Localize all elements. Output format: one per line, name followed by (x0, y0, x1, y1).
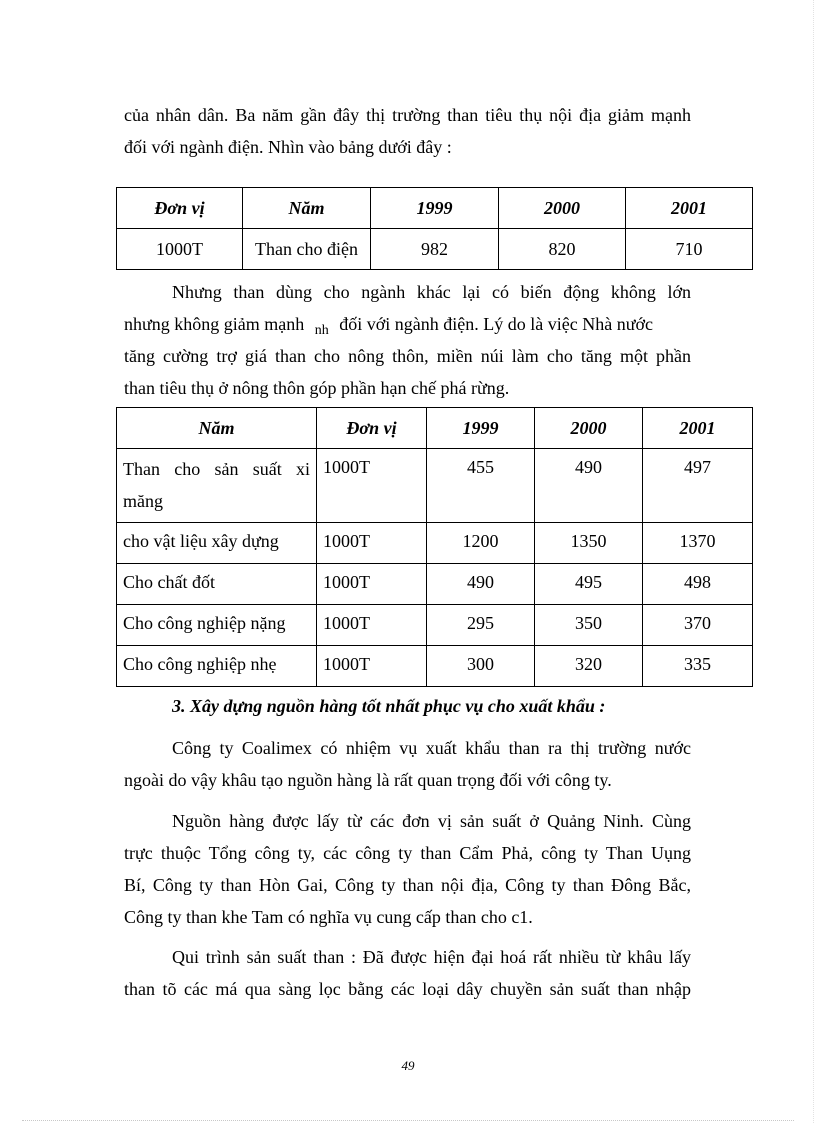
para2-subscript: nh (314, 323, 329, 338)
page-number: 49 (401, 1058, 415, 1073)
paragraph-5 (124, 941, 691, 1005)
other-coal-table (116, 407, 753, 687)
page-border-bottom (22, 1120, 794, 1121)
cell-category: Than cho điện (243, 229, 371, 270)
para2-line-3: tăng cường trợ giá than cho nông thôn, miền núi làm cho tăng một phần (124, 346, 691, 366)
cell-1999: 300 (427, 646, 535, 687)
table-header-row (117, 188, 753, 229)
para4-line-4: Công ty than khe Tam có nghĩa vụ cung cấp than cho c1. (124, 907, 533, 927)
cell-unit: 1000T (317, 523, 427, 564)
cell-2000: 1350 (535, 523, 643, 564)
cell-2001: 497 (643, 449, 753, 523)
intro-line-2: đối với ngành điện. Nhìn vào bảng dưới đây : (124, 137, 452, 157)
header-unit: Đơn vị (317, 408, 427, 449)
header-unit: Đơn vị (117, 188, 243, 229)
header-1999: 1999 (427, 408, 535, 449)
cell-1999: 295 (427, 605, 535, 646)
cell-2001: 335 (643, 646, 753, 687)
table-row (117, 229, 753, 270)
para4-line-3: Bí, Công ty than Hòn Gai, Công ty than nội địa, Công ty than Đông Bắc, (124, 875, 691, 895)
header-2000: 2000 (535, 408, 643, 449)
cell-1999: 982 (371, 229, 499, 270)
table-header-row (117, 408, 753, 449)
header-year: Năm (243, 188, 371, 229)
paragraph-2 (124, 276, 691, 404)
table-row (117, 449, 753, 523)
cell-category: cho vật liệu xây dựng (117, 523, 317, 564)
header-2001: 2001 (626, 188, 753, 229)
cell-category: Cho công nghiệp nhẹ (117, 646, 317, 687)
intro-line-1: của nhân dân. Ba năm gần đây thị trường than tiêu thụ nội địa giảm mạnh (124, 105, 691, 125)
para3-line-2: ngoài do vậy khâu tạo nguồn hàng là rất quan trọng đối với công ty. (124, 770, 612, 790)
cell-category: Cho công nghiệp nặng (117, 605, 317, 646)
header-2000: 2000 (499, 188, 626, 229)
para3-line-1: Công ty Coalimex có nhiệm vụ xuất khẩu than ra thị trường nước (172, 738, 691, 758)
para4-line-1: Nguồn hàng được lấy từ các đơn vị sản suất ở Quảng Ninh. Cùng (172, 811, 691, 831)
cell-category: Than cho sản suất xi măng (117, 449, 317, 523)
cell-1999: 490 (427, 564, 535, 605)
header-year: Năm (117, 408, 317, 449)
paragraph-4 (124, 805, 691, 933)
table-row (117, 564, 753, 605)
cell-2000: 350 (535, 605, 643, 646)
cell-unit: 1000T (317, 605, 427, 646)
cell-unit: 1000T (317, 564, 427, 605)
power-coal-table (116, 187, 753, 270)
paragraph-3 (124, 732, 691, 796)
cell-unit: 1000T (317, 646, 427, 687)
para4-line-2: trực thuộc Tổng công ty, các công ty than Cẩm Phả, công ty Than Uụng (124, 843, 691, 863)
cell-1999: 1200 (427, 523, 535, 564)
para5-line-2: than tõ các má qua sàng lọc bằng các loại dây chuyền sản suất than nhập (124, 979, 691, 999)
header-2001: 2001 (643, 408, 753, 449)
cell-unit: 1000T (117, 229, 243, 270)
table-row (117, 646, 753, 687)
cell-2000: 820 (499, 229, 626, 270)
table-row (117, 523, 753, 564)
para2-line-2b: đối với ngành điện. Lý do là việc Nhà nước (339, 314, 653, 334)
cell-2000: 495 (535, 564, 643, 605)
cell-1999: 455 (427, 449, 535, 523)
para5-line-1: Qui trình sản suất than : Đã được hiện đại hoá rất nhiều từ khâu lấy (172, 947, 691, 967)
para2-line-4: than tiêu thụ ở nông thôn góp phần hạn chế phá rừng. (124, 378, 510, 398)
section-3-heading: 3. Xây dựng nguồn hàng tốt nhất phục vụ cho xuất khẩu : (172, 696, 606, 716)
intro-paragraph (124, 99, 691, 163)
cell-category: Cho chất đốt (117, 564, 317, 605)
para2-line-2a: nhưng không giảm mạnh (124, 314, 305, 334)
para2-line-1: Nhưng than dùng cho ngành khác lại có biến động không lớn (172, 282, 691, 302)
header-1999: 1999 (371, 188, 499, 229)
cell-2001: 710 (626, 229, 753, 270)
table-row (117, 605, 753, 646)
cell-2000: 490 (535, 449, 643, 523)
para2-line-2 (124, 308, 691, 340)
cell-unit: 1000T (317, 449, 427, 523)
page-border-right (813, 0, 814, 1123)
cell-2001: 370 (643, 605, 753, 646)
cell-2000: 320 (535, 646, 643, 687)
cell-2001: 1370 (643, 523, 753, 564)
cell-2001: 498 (643, 564, 753, 605)
